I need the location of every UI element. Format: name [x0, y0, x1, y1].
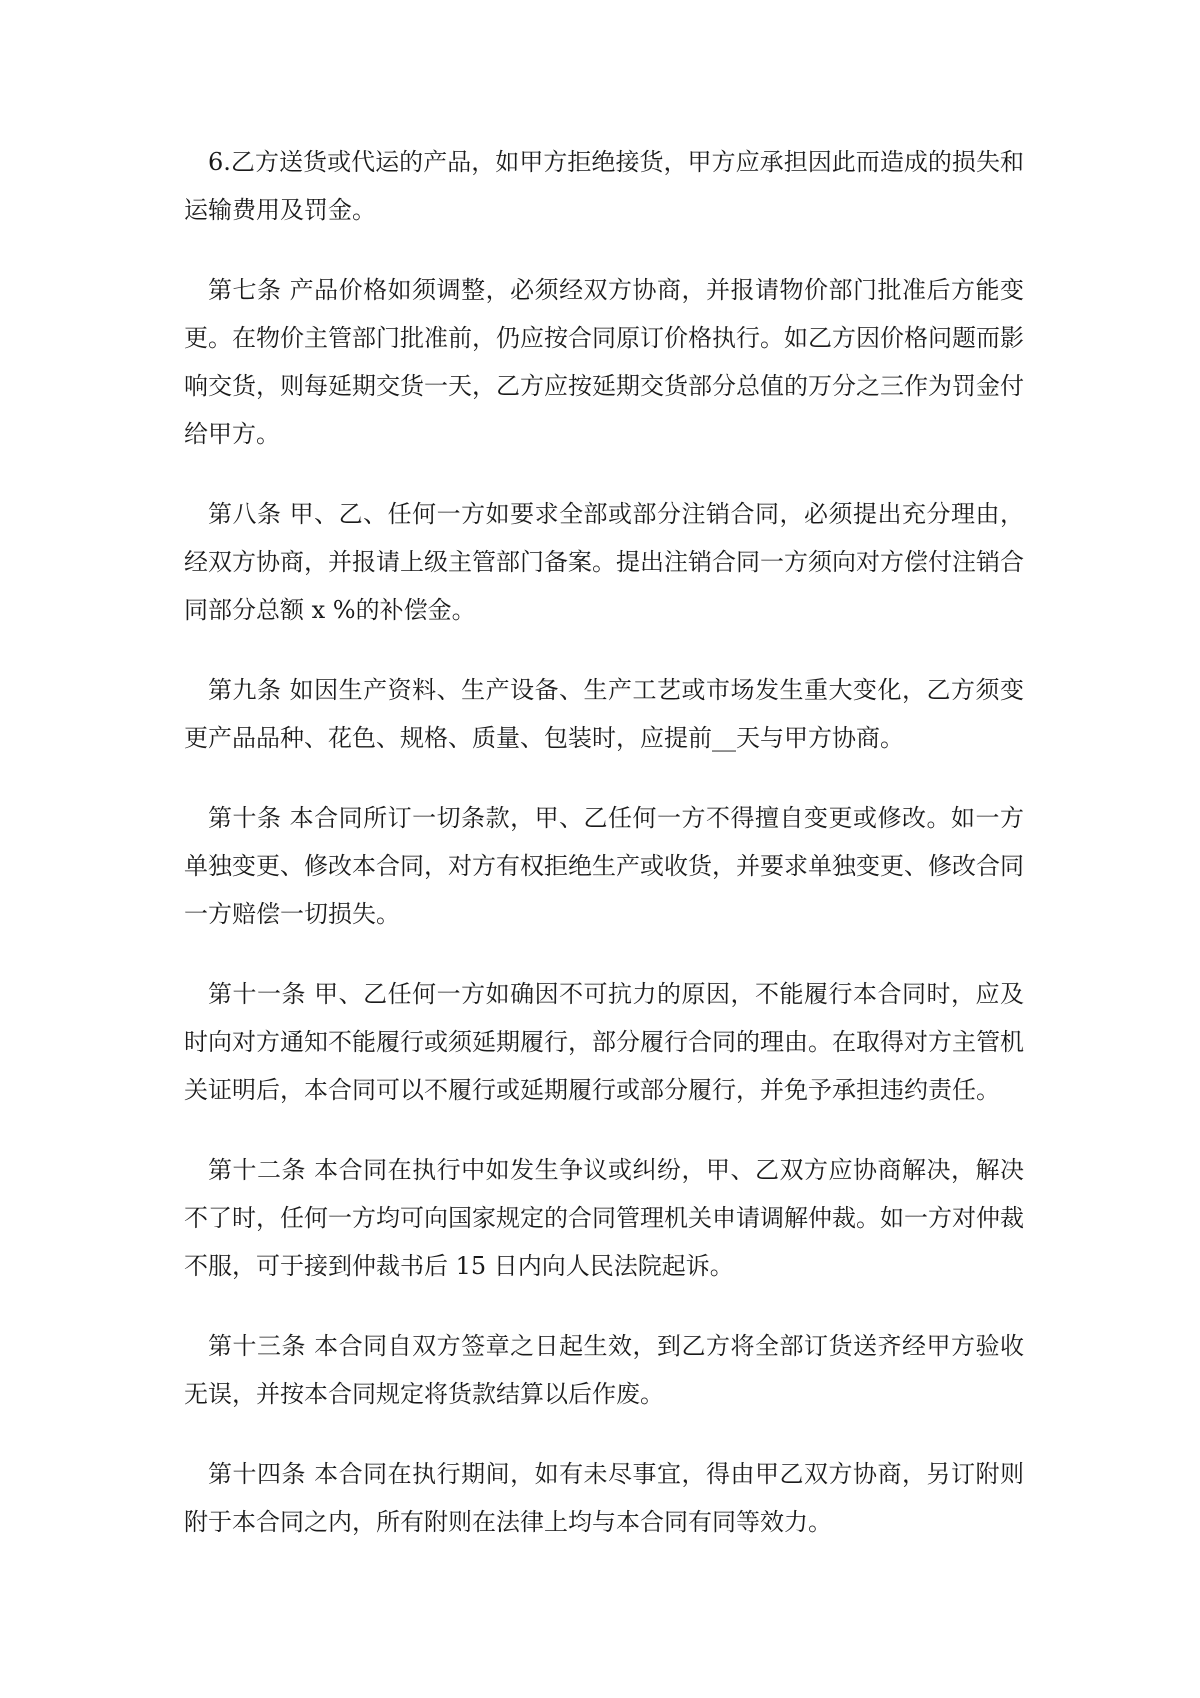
- clause-6: 6.乙方送货或代运的产品，如甲方拒绝接货，甲方应承担因此而造成的损失和运输费用及罚金。: [184, 148, 1024, 224]
- article-9: 第九条 如因生产资料、生产设备、生产工艺或市场发生重大变化，乙方须变更产品品种、花色、规格、质量、包装时，应提前__天与甲方协商。: [184, 676, 1024, 752]
- article-12: 第十二条 本合同在执行中如发生争议或纠纷，甲、乙双方应协商解决，解决不了时，任何一方均可向国家规定的合同管理机关申请调解仲裁。如一方对仲裁不服，可于接到仲裁书后 15 日内向人民法院起诉。: [184, 1156, 1024, 1280]
- article-7: 第七条 产品价格如须调整，必须经双方协商，并报请物价部门批准后方能变更。在物价主管部门批准前，仍应按合同原订价格执行。如乙方因价格问题而影响交货，则每延期交货一天，乙方应按延期交货部分总值的万分之三作为罚金付给甲方。: [184, 276, 1024, 448]
- document-body: [184, 138, 1024, 1578]
- article-11: 第十一条 甲、乙任何一方如确因不可抗力的原因，不能履行本合同时，应及时向对方通知不能履行或须延期履行，部分履行合同的理由。在取得对方主管机关证明后，本合同可以不履行或延期履行或部分履行，并免予承担违约责任。: [184, 980, 1024, 1104]
- article-8: 第八条 甲、乙、任何一方如要求全部或部分注销合同，必须提出充分理由，经双方协商，并报请上级主管部门备案。提出注销合同一方须向对方偿付注销合同部分总额 x %的补偿金。: [184, 500, 1024, 624]
- article-14: 第十四条 本合同在执行期间，如有未尽事宜，得由甲乙双方协商，另订附则附于本合同之内，所有附则在法律上均与本合同有同等效力。: [184, 1460, 1024, 1536]
- article-10: 第十条 本合同所订一切条款，甲、乙任何一方不得擅自变更或修改。如一方单独变更、修改本合同，对方有权拒绝生产或收货，并要求单独变更、修改合同一方赔偿一切损失。: [184, 804, 1024, 928]
- article-13: 第十三条 本合同自双方签章之日起生效，到乙方将全部订货送齐经甲方验收无误，并按本合同规定将货款结算以后作废。: [184, 1332, 1024, 1408]
